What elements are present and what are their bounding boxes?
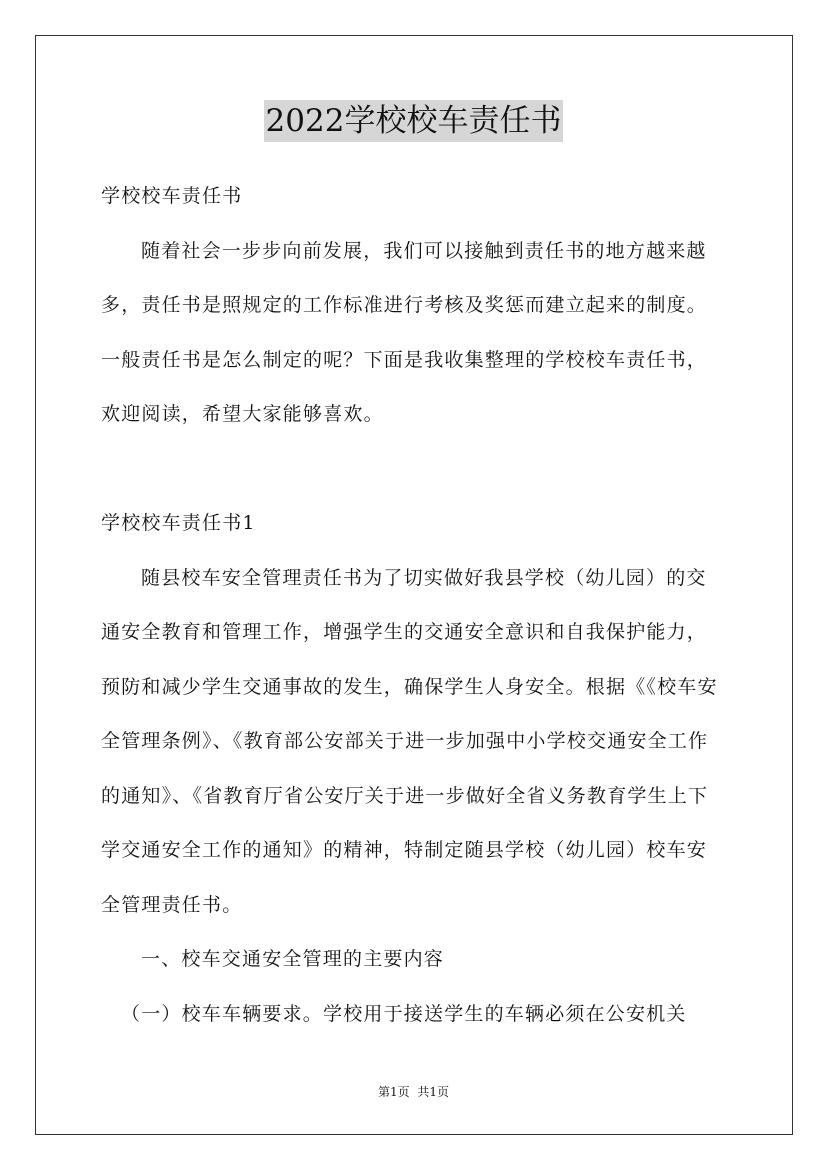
paragraph-line: 全管理条例》、《教育部公安部关于进一步加强中小学校交通安全工作	[101, 730, 709, 752]
paragraph-line: 预防和减少学生交通事故的发生，确保学生人身安全。根据《《校车安	[101, 675, 718, 698]
paragraph-line: 随着社会一步步向前发展，我们可以接触到责任书的地方越来越	[141, 239, 707, 262]
blank-line	[101, 451, 727, 487]
paragraph-line: 欢迎阅读，希望大家能够喜欢。	[101, 403, 384, 425]
section-heading: 学校校车责任书	[101, 185, 243, 207]
paragraph-line: 多，责任书是照规定的工作标准进行考核及奖惩而建立起来的制度。	[101, 294, 708, 316]
paragraph-line: 全管理责任书。	[101, 893, 243, 916]
page-footer	[0, 1083, 827, 1100]
page-number: 第1页	[377, 1085, 410, 1099]
paragraph-line: （一）校车车辆要求。学校用于接送学生的车辆必须在公安机关	[121, 1002, 687, 1025]
section-heading: 学校校车责任书1	[101, 512, 256, 534]
paragraph-line: 的通知》、《省教育厅省公安厅关于进一步做好全省义务教育学生上下	[101, 784, 709, 807]
paragraph-line: 学交通安全工作的通知》的精神，特制定随县学校（幼儿园）校车安	[101, 839, 708, 861]
subsection-heading: 一、校车交通安全管理的主要内容	[141, 948, 445, 970]
paragraph-line: 一般责任书是怎么制定的呢？下面是我收集整理的学校校车责任书，	[101, 348, 708, 371]
document-body	[101, 178, 727, 1050]
paragraph-line: 通安全教育和管理工作，增强学生的交通安全意识和自我保护能力，	[101, 621, 708, 643]
title-container	[0, 100, 827, 142]
page-total: 共1页	[417, 1085, 450, 1099]
paragraph-line: 随县校车安全管理责任书为了切实做好我县学校（幼儿园）的交	[141, 566, 707, 589]
document-title: 2022学校校车责任书	[264, 100, 564, 142]
